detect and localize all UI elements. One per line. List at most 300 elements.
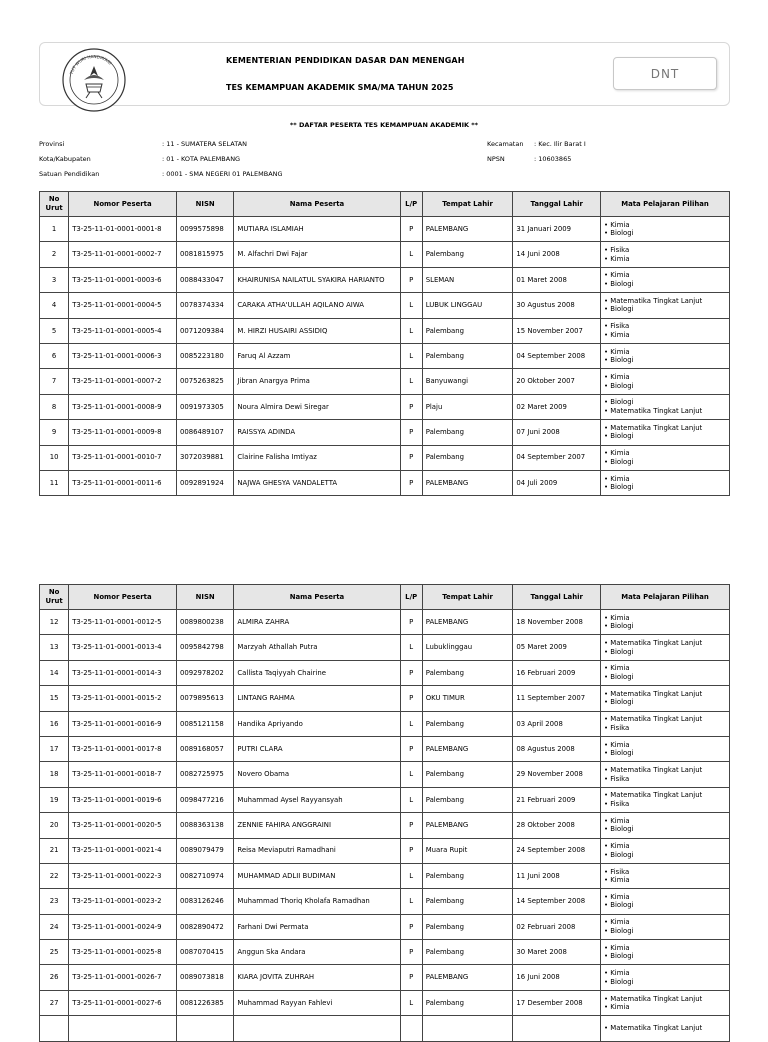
participant-table-2 [39, 584, 730, 1042]
participant-name-cell: KHAIRUNISA NAILATUL SYAKIRA HARIANTO [234, 267, 400, 292]
table-row [40, 965, 730, 990]
birth-date-cell: 21 Februari 2009 [513, 787, 601, 812]
subject-item: • Biologi [604, 432, 634, 441]
participant-name-cell: LINTANG RAHMA [234, 686, 400, 711]
kota-value: : 01 - KOTA PALEMBANG [162, 155, 241, 163]
participant-number-cell: T3-25-11-01-0001-0020-5 [69, 813, 177, 838]
column-header: No Urut [40, 192, 69, 217]
gender-cell: P [400, 813, 422, 838]
kecamatan-label: Kecamatan [487, 140, 524, 148]
subjects-cell [601, 787, 730, 812]
subjects-cell [601, 470, 730, 495]
subject-item: • Fisika [604, 799, 630, 808]
participant-table-1 [39, 191, 730, 496]
birth-place-cell: PALEMBANG [422, 965, 513, 990]
participant-name-cell: ALMIRA ZAHRA [234, 610, 400, 635]
subject-item: • Kimia [604, 220, 630, 229]
subject-item: • Matematika Tingkat Lanjut [604, 423, 703, 432]
subjects-cell [601, 267, 730, 292]
subject-item: • Kimia [604, 449, 630, 458]
subjects-cell [601, 1016, 730, 1041]
row-number-cell: 11 [40, 470, 69, 495]
birth-date-cell: 01 Maret 2008 [513, 267, 601, 292]
subjects-cell [601, 762, 730, 787]
birth-date-cell: 24 September 2008 [513, 838, 601, 863]
table-row [40, 242, 730, 267]
participant-name-cell: Muhammad Thoriq Kholafa Ramadhan [234, 889, 400, 914]
subject-item: • Matematika Tingkat Lanjut [604, 715, 703, 724]
nisn-cell: 0086489107 [176, 420, 233, 445]
birth-date-cell [513, 1016, 601, 1041]
participant-name-cell: Muhammad Aysel Rayyansyah [234, 787, 400, 812]
dnt-badge: DNT [613, 57, 717, 90]
subject-item: • Biologi [604, 926, 634, 935]
subjects-cell [601, 420, 730, 445]
table-row [40, 990, 730, 1015]
subject-item: • Kimia [604, 740, 630, 749]
subject-item: • Kimia [604, 271, 630, 280]
row-number-cell: 15 [40, 686, 69, 711]
subject-item: • Biologi [604, 749, 634, 758]
participant-number-cell: T3-25-11-01-0001-0023-2 [69, 889, 177, 914]
birth-date-cell: 14 September 2008 [513, 889, 601, 914]
column-header: NISN [176, 192, 233, 217]
row-number-cell: 26 [40, 965, 69, 990]
subject-item: • Biologi [604, 229, 634, 238]
table-body-2 [40, 610, 730, 1042]
row-number-cell: 6 [40, 343, 69, 368]
participant-number-cell: T3-25-11-01-0001-0027-6 [69, 990, 177, 1015]
provinsi-label: Provinsi [39, 140, 65, 148]
participant-number-cell: T3-25-11-01-0001-0014-3 [69, 660, 177, 685]
table-body-1 [40, 217, 730, 496]
subject-item: • Matematika Tingkat Lanjut [604, 1024, 703, 1033]
gender-cell: L [400, 863, 422, 888]
gender-cell: P [400, 420, 422, 445]
column-header: L/P [400, 585, 422, 610]
participant-number-cell: T3-25-11-01-0001-0005-4 [69, 318, 177, 343]
row-number-cell: 25 [40, 940, 69, 965]
subject-item: • Biologi [604, 457, 634, 466]
gender-cell: L [400, 990, 422, 1015]
subject-item: • Matematika Tingkat Lanjut [604, 994, 703, 1003]
participant-name-cell: CARAKA ATHA'ULLAH AQILANO AIWA [234, 293, 400, 318]
ministry-title: KEMENTERIAN PENDIDIKAN DASAR DAN MENENGAH [226, 56, 465, 65]
participant-name-cell: RAISSYA ADINDA [234, 420, 400, 445]
participant-number-cell: T3-25-11-01-0001-0024-9 [69, 914, 177, 939]
table-row [40, 635, 730, 660]
birth-place-cell: SLEMAN [422, 267, 513, 292]
participant-name-cell: NAJWA GHESYA VANDALETTA [234, 470, 400, 495]
subject-item: • Biologi [604, 825, 634, 834]
gender-cell: L [400, 369, 422, 394]
birth-date-cell: 16 Februari 2009 [513, 660, 601, 685]
column-header: Nama Peserta [234, 192, 400, 217]
gender-cell: L [400, 242, 422, 267]
row-number-cell: 20 [40, 813, 69, 838]
birth-date-cell: 20 Oktober 2007 [513, 369, 601, 394]
table-header-row [40, 585, 730, 610]
subject-item: • Biologi [604, 901, 634, 910]
nisn-cell: 0089073818 [176, 965, 233, 990]
birth-date-cell: 28 Oktober 2008 [513, 813, 601, 838]
subjects-cell [601, 445, 730, 470]
table-row [40, 318, 730, 343]
birth-place-cell: Palembang [422, 420, 513, 445]
row-number-cell: 17 [40, 736, 69, 761]
row-number-cell: 9 [40, 420, 69, 445]
table-row [40, 470, 730, 495]
subjects-cell [601, 889, 730, 914]
nisn-cell: 0082725975 [176, 762, 233, 787]
nisn-cell: 0071209384 [176, 318, 233, 343]
nisn-cell: 0083126246 [176, 889, 233, 914]
row-number-cell: 27 [40, 990, 69, 1015]
row-number-cell: 7 [40, 369, 69, 394]
birth-place-cell: LUBUK LINGGAU [422, 293, 513, 318]
subjects-cell [601, 343, 730, 368]
row-number-cell: 5 [40, 318, 69, 343]
table-row [40, 217, 730, 242]
subject-item: • Fisika [604, 867, 630, 876]
participant-number-cell: T3-25-11-01-0001-0026-7 [69, 965, 177, 990]
subjects-cell [601, 293, 730, 318]
participant-number-cell: T3-25-11-01-0001-0017-8 [69, 736, 177, 761]
row-number-cell: 13 [40, 635, 69, 660]
kota-label: Kota/Kabupaten [39, 155, 91, 163]
table-row [40, 660, 730, 685]
subjects-cell [601, 686, 730, 711]
participant-name-cell: Faruq Al Azzam [234, 343, 400, 368]
gender-cell: P [400, 736, 422, 761]
nisn-cell: 0079895613 [176, 686, 233, 711]
birth-date-cell: 07 Juni 2008 [513, 420, 601, 445]
birth-date-cell: 02 Maret 2009 [513, 394, 601, 419]
svg-text:TUT WURI HANDAYANI: TUT WURI HANDAYANI [68, 53, 113, 75]
gender-cell: L [400, 293, 422, 318]
participant-name-cell: M. Alfachri Dwi Fajar [234, 242, 400, 267]
table-row [40, 369, 730, 394]
table-row [40, 394, 730, 419]
gender-cell: L [400, 318, 422, 343]
subjects-cell [601, 838, 730, 863]
column-header: Nama Peserta [234, 585, 400, 610]
column-header: L/P [400, 192, 422, 217]
participant-name-cell: Jibran Anargya Prima [234, 369, 400, 394]
table-row [40, 686, 730, 711]
column-header: Tempat Lahir [422, 192, 513, 217]
nisn-cell: 0081226385 [176, 990, 233, 1015]
column-header: Nomor Peserta [69, 192, 177, 217]
subject-item: • Biologi [604, 698, 634, 707]
birth-place-cell: PALEMBANG [422, 470, 513, 495]
nisn-cell: 0087070415 [176, 940, 233, 965]
birth-place-cell: Palembang [422, 990, 513, 1015]
participant-number-cell: T3-25-11-01-0001-0019-6 [69, 787, 177, 812]
birth-place-cell: PALEMBANG [422, 736, 513, 761]
participant-name-cell: Farhani Dwi Permata [234, 914, 400, 939]
participant-name-cell: Callista Taqiyyah Chairine [234, 660, 400, 685]
subjects-cell [601, 318, 730, 343]
nisn-cell: 0085121158 [176, 711, 233, 736]
birth-place-cell [422, 1016, 513, 1041]
gender-cell: P [400, 914, 422, 939]
gender-cell: P [400, 470, 422, 495]
gender-cell: P [400, 940, 422, 965]
gender-cell: P [400, 660, 422, 685]
birth-place-cell: Muara Rupit [422, 838, 513, 863]
nisn-cell: 0088433047 [176, 267, 233, 292]
birth-place-cell: Plaju [422, 394, 513, 419]
nisn-cell: 0088363138 [176, 813, 233, 838]
nisn-cell: 0078374334 [176, 293, 233, 318]
subject-item: • Fisika [604, 723, 630, 732]
nisn-cell: 0085223180 [176, 343, 233, 368]
npsn-label: NPSN [487, 155, 505, 163]
gender-cell: L [400, 889, 422, 914]
birth-date-cell: 30 Agustus 2008 [513, 293, 601, 318]
participant-name-cell: MUHAMMAD ADLII BUDIMAN [234, 863, 400, 888]
subject-item: • Kimia [604, 876, 630, 885]
table-row [40, 343, 730, 368]
row-number-cell: 10 [40, 445, 69, 470]
birth-date-cell: 11 September 2007 [513, 686, 601, 711]
gender-cell: L [400, 343, 422, 368]
row-number-cell [40, 1016, 69, 1041]
gender-cell: P [400, 610, 422, 635]
subject-item: • Biologi [604, 952, 634, 961]
table-row [40, 293, 730, 318]
subject-item: • Biologi [604, 305, 634, 314]
participant-number-cell: T3-25-11-01-0001-0012-5 [69, 610, 177, 635]
subject-item: • Matematika Tingkat Lanjut [604, 406, 703, 415]
participant-name-cell: Anggun Ska Andara [234, 940, 400, 965]
subject-item: • Biologi [604, 672, 634, 681]
table-row [40, 762, 730, 787]
birth-place-cell: Palembang [422, 863, 513, 888]
subject-item: • Kimia [604, 816, 630, 825]
subjects-cell [601, 660, 730, 685]
subject-item: • Matematika Tingkat Lanjut [604, 791, 703, 800]
participant-number-cell: T3-25-11-01-0001-0009-8 [69, 420, 177, 445]
table-row [40, 813, 730, 838]
table-row [40, 787, 730, 812]
participant-number-cell: T3-25-11-01-0001-0015-2 [69, 686, 177, 711]
birth-place-cell: Palembang [422, 914, 513, 939]
birth-date-cell: 31 Januari 2009 [513, 217, 601, 242]
gender-cell: L [400, 635, 422, 660]
birth-date-cell: 11 Juni 2008 [513, 863, 601, 888]
subjects-cell [601, 940, 730, 965]
gender-cell: L [400, 787, 422, 812]
subject-item: • Kimia [604, 330, 630, 339]
birth-place-cell: Palembang [422, 343, 513, 368]
participant-number-cell: T3-25-11-01-0001-0002-7 [69, 242, 177, 267]
row-number-cell: 24 [40, 914, 69, 939]
column-header: Nomor Peserta [69, 585, 177, 610]
gender-cell: P [400, 838, 422, 863]
subject-item: • Biologi [604, 647, 634, 656]
subject-item: • Kimia [604, 347, 630, 356]
column-header: Mata Pelajaran Pilihan [601, 585, 730, 610]
subject-item: • Kimia [604, 969, 630, 978]
table-row [40, 838, 730, 863]
birth-date-cell: 14 Juni 2008 [513, 242, 601, 267]
row-number-cell: 12 [40, 610, 69, 635]
birth-place-cell: PALEMBANG [422, 813, 513, 838]
subject-item: • Kimia [604, 943, 630, 952]
participant-name-cell: PUTRI CLARA [234, 736, 400, 761]
subject-item: • Kimia [604, 842, 630, 851]
column-header: Tempat Lahir [422, 585, 513, 610]
participant-name-cell: Marzyah Athallah Putra [234, 635, 400, 660]
gender-cell: P [400, 217, 422, 242]
participant-number-cell: T3-25-11-01-0001-0013-4 [69, 635, 177, 660]
gender-cell: L [400, 711, 422, 736]
nisn-cell [176, 1016, 233, 1041]
birth-place-cell: Palembang [422, 889, 513, 914]
subject-item: • Kimia [604, 474, 630, 483]
subjects-cell [601, 635, 730, 660]
table-header-row [40, 192, 730, 217]
birth-place-cell: Palembang [422, 445, 513, 470]
subject-item: • Biologi [604, 398, 634, 407]
list-title: ** DAFTAR PESERTA TES KEMAMPUAN AKADEMIK ** [289, 121, 479, 129]
birth-date-cell: 02 Februari 2008 [513, 914, 601, 939]
row-number-cell: 19 [40, 787, 69, 812]
satuan-label: Satuan Pendidikan [39, 170, 100, 178]
gender-cell: P [400, 965, 422, 990]
gender-cell: L [400, 762, 422, 787]
satuan-value: : 0001 - SMA NEGERI 01 PALEMBANG [162, 170, 283, 178]
table-row [40, 914, 730, 939]
birth-date-cell: 29 November 2008 [513, 762, 601, 787]
subject-item: • Biologi [604, 279, 634, 288]
table-row [40, 1016, 730, 1041]
row-number-cell: 8 [40, 394, 69, 419]
table-row [40, 267, 730, 292]
nisn-cell: 3072039881 [176, 445, 233, 470]
row-number-cell: 1 [40, 217, 69, 242]
birth-place-cell: Palembang [422, 242, 513, 267]
subjects-cell [601, 369, 730, 394]
subjects-cell [601, 863, 730, 888]
row-number-cell: 2 [40, 242, 69, 267]
table-row [40, 610, 730, 635]
subject-item: • Biologi [604, 483, 634, 492]
table-row [40, 420, 730, 445]
participant-name-cell: Handika Apriyando [234, 711, 400, 736]
participant-name-cell: Novero Obama [234, 762, 400, 787]
participant-name-cell: MUTIARA ISLAMIAH [234, 217, 400, 242]
subject-item: • Biologi [604, 622, 634, 631]
birth-date-cell: 08 Agustus 2008 [513, 736, 601, 761]
participant-number-cell [69, 1016, 177, 1041]
subjects-cell [601, 965, 730, 990]
subject-item: • Matematika Tingkat Lanjut [604, 766, 703, 775]
subject-item: • Matematika Tingkat Lanjut [604, 639, 703, 648]
birth-date-cell: 04 September 2008 [513, 343, 601, 368]
subject-item: • Biologi [604, 977, 634, 986]
nisn-cell: 0092978202 [176, 660, 233, 685]
subjects-cell [601, 242, 730, 267]
column-header: No Urut [40, 585, 69, 610]
subject-item: • Fisika [604, 774, 630, 783]
nisn-cell: 0089800238 [176, 610, 233, 635]
participant-name-cell: ZENNIE FAHIRA ANGGRAINI [234, 813, 400, 838]
subject-item: • Biologi [604, 381, 634, 390]
participant-name-cell: KIARA JOVITA ZUHRAH [234, 965, 400, 990]
participant-number-cell: T3-25-11-01-0001-0007-2 [69, 369, 177, 394]
birth-place-cell: PALEMBANG [422, 217, 513, 242]
subjects-cell [601, 990, 730, 1015]
subjects-cell [601, 813, 730, 838]
birth-date-cell: 18 November 2008 [513, 610, 601, 635]
subject-item: • Matematika Tingkat Lanjut [604, 296, 703, 305]
nisn-cell: 0082890472 [176, 914, 233, 939]
gender-cell [400, 1016, 422, 1041]
row-number-cell: 3 [40, 267, 69, 292]
nisn-cell: 0095842798 [176, 635, 233, 660]
participant-name-cell: Reisa Meviaputri Ramadhani [234, 838, 400, 863]
table-row [40, 711, 730, 736]
row-number-cell: 14 [40, 660, 69, 685]
row-number-cell: 16 [40, 711, 69, 736]
subjects-cell [601, 711, 730, 736]
birth-date-cell: 04 Juli 2009 [513, 470, 601, 495]
nisn-cell: 0098477216 [176, 787, 233, 812]
birth-date-cell: 03 April 2008 [513, 711, 601, 736]
subjects-cell [601, 217, 730, 242]
kecamatan-value: : Kec. Ilir Barat I [534, 140, 586, 148]
subjects-cell [601, 914, 730, 939]
tut-wuri-handayani-logo-icon [60, 46, 128, 114]
birth-place-cell: OKU TIMUR [422, 686, 513, 711]
participant-number-cell: T3-25-11-01-0001-0025-8 [69, 940, 177, 965]
subject-item: • Kimia [604, 918, 630, 927]
birth-place-cell: PALEMBANG [422, 610, 513, 635]
column-header: Mata Pelajaran Pilihan [601, 192, 730, 217]
row-number-cell: 23 [40, 889, 69, 914]
table-row [40, 863, 730, 888]
participant-name-cell: Muhammad Rayyan Fahlevi [234, 990, 400, 1015]
subject-item: • Kimia [604, 254, 630, 263]
birth-place-cell: Palembang [422, 318, 513, 343]
gender-cell: P [400, 445, 422, 470]
participant-number-cell: T3-25-11-01-0001-0018-7 [69, 762, 177, 787]
subject-item: • Biologi [604, 850, 634, 859]
nisn-cell: 0081815975 [176, 242, 233, 267]
participant-name-cell: Noura Almira Dewi Siregar [234, 394, 400, 419]
subject-item: • Fisika [604, 246, 630, 255]
nisn-cell: 0091973305 [176, 394, 233, 419]
subject-item: • Fisika [604, 322, 630, 331]
participant-number-cell: T3-25-11-01-0001-0008-9 [69, 394, 177, 419]
birth-place-cell: Palembang [422, 660, 513, 685]
column-header: Tanggal Lahir [513, 585, 601, 610]
participant-number-cell: T3-25-11-01-0001-0011-6 [69, 470, 177, 495]
birth-date-cell: 04 September 2007 [513, 445, 601, 470]
birth-date-cell: 15 November 2007 [513, 318, 601, 343]
nisn-cell: 0089079479 [176, 838, 233, 863]
birth-place-cell: Lubuklinggau [422, 635, 513, 660]
row-number-cell: 18 [40, 762, 69, 787]
nisn-cell: 0082710974 [176, 863, 233, 888]
participant-number-cell: T3-25-11-01-0001-0006-3 [69, 343, 177, 368]
row-number-cell: 4 [40, 293, 69, 318]
participant-name-cell: M. HIRZI HUSAIRI ASSIDIQ [234, 318, 400, 343]
subject-item: • Kimia [604, 892, 630, 901]
